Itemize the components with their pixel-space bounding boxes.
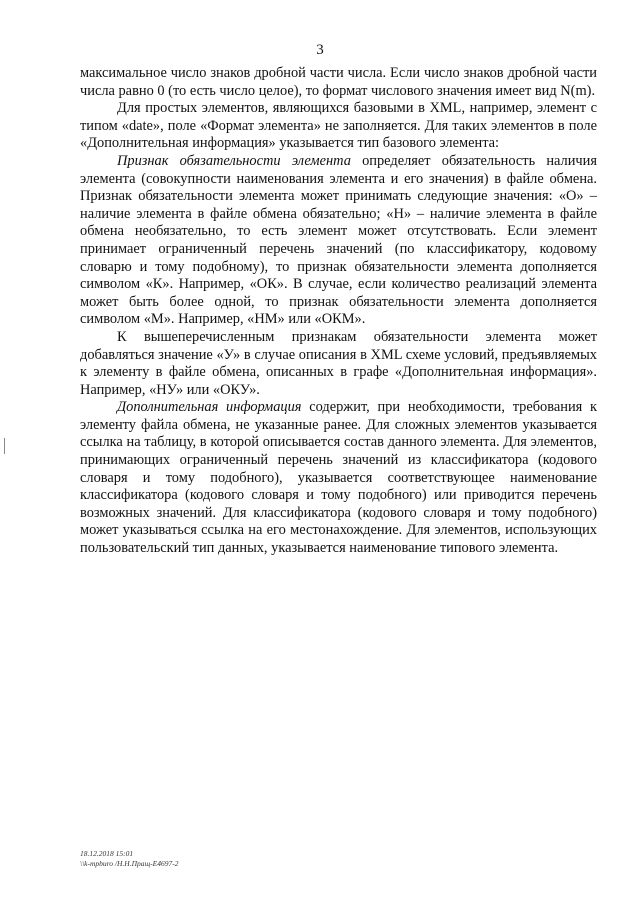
paragraph-text: максимальное число знаков дробной части числа. Если число знаков дробной части числа равно 0 (то есть число целое), то формат числового значения имеет вид N(m). — [80, 65, 597, 99]
paragraph-number-format — [80, 65, 597, 100]
term-mandatory-flag: Признак обязательности элемента — [117, 152, 351, 169]
paragraph-condition-flag — [80, 329, 597, 399]
term-additional-info: Дополнительная информация — [117, 399, 302, 416]
paragraph-text: К вышеперечисленным признакам обязательности элемента может добавляться значение «У» в случае описания в XML схеме условий, предъявляемых к элементу в файле обмена, описанных в графе «Дополнительная информация». Например, «НУ» или «ОКУ». — [80, 328, 597, 398]
paragraph-additional-info — [80, 399, 597, 557]
page-number: 3 — [316, 42, 324, 58]
document-body — [80, 65, 597, 558]
paragraph-text: Для простых элементов, являющихся базовыми в XML, например, элемент с типом «date», поле «Формат элемента» не заполняется. Для таких элементов в поле «Дополнительная информация» указывается тип базового элемента: — [80, 100, 597, 152]
document-footer — [80, 849, 179, 868]
paragraph-simple-elements — [80, 100, 597, 153]
paragraph-mandatory-flag — [80, 153, 597, 329]
paragraph-text: определяет обязательность наличия элемента (совокупности наименования элемента и его значения) в файле обмена. Признак обязательности элемента может принимать следующие значения: «О» – наличие элемента в файле обмена обязательно; «Н» – наличие элемента в файле обмена необязательно, то есть элемент может отсутствовать. Если элемент принимает ограниченный перечень значений (по классификатору, кодовому словарю и тому подобному), то признак обязательности элемента дополняется символом «К». Например, «ОК». В случае, если количество реализаций элемента может быть более одной, то признак обязательности элемента дополняется символом «М». Например, «НМ» или «ОКМ». — [80, 152, 597, 328]
margin-mark — [4, 438, 5, 454]
paragraph-text: содержит, при необходимости, требования к элементу файла обмена, не указанные ранее. Для сложных элементов указывается ссылка на таблицу, в которой описывается состав данного элемента. Для элементов, принимающих ограниченный перечень значений из классификатора (кодового словаря и тому подобного), указывается соответствующее наименование классификатора (кодового словаря и тому подобного) или приводится перечень возможных значений. Для классификатора (кодового словаря и тому подобного) может указываться ссылка на его местонахождение. Для элементов, использующих пользовательский тип данных, указывается наименование типового элемента. — [80, 399, 597, 557]
footer-timestamp: 18.12.2018 15:01 — [80, 849, 134, 858]
footer-file-path: \\k-mpburo /Н.Н.Пращ-Е4697-2 — [80, 858, 179, 868]
